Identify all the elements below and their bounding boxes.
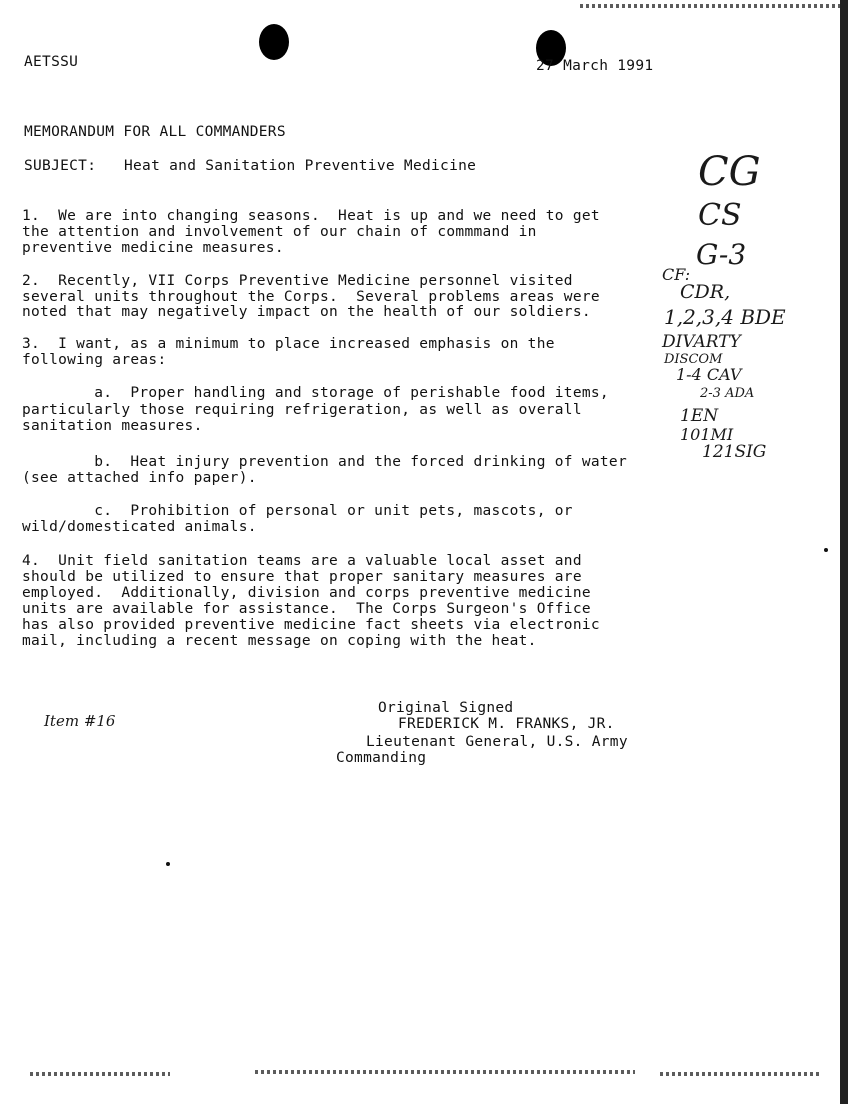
paragraph-4-line: employed. Additionally, division and corps preventive medicine xyxy=(22,585,591,601)
office-symbol: AETSSU xyxy=(24,54,79,70)
paragraph-b-line: (see attached info paper). xyxy=(22,470,257,486)
memo-subject: Heat and Sanitation Preventive Medicine xyxy=(124,158,477,174)
paragraph-1-line: 1. We are into changing seasons. Heat is up and we need to get xyxy=(22,208,600,224)
paragraph-b-line: b. Heat injury prevention and the forced drinking of water xyxy=(22,454,627,470)
memo-subject-label: SUBJECT: xyxy=(24,158,97,174)
handwritten-cg: CG xyxy=(698,149,761,195)
scan-edge xyxy=(840,0,848,1104)
punch-hole xyxy=(259,24,289,60)
paragraph-1-line: the attention and involvement of our chain of commmand in xyxy=(22,224,537,240)
signature-original: Original Signed xyxy=(378,700,514,716)
scan-noise xyxy=(580,4,840,8)
scan-noise xyxy=(30,1072,170,1076)
scan-speck xyxy=(824,548,828,552)
paragraph-4-line: should be utilized to ensure that proper sanitary measures are xyxy=(22,569,582,585)
paragraph-a-line: particularly those requiring refrigeration, as well as overall xyxy=(22,402,582,418)
paragraph-a-line: sanitation measures. xyxy=(22,418,203,434)
handwritten-mi: 101MI xyxy=(680,425,734,444)
handwritten-discom: DISCOM xyxy=(664,352,723,367)
paragraph-2-line: noted that may negatively impact on the health of our soldiers. xyxy=(22,304,591,320)
handwritten-bde: 1,2,3,4 BDE xyxy=(664,305,786,329)
handwritten-cf: CF: xyxy=(662,265,691,284)
paragraph-2-line: several units throughout the Corps. Several problems areas were xyxy=(22,289,600,305)
handwritten-ada: 2-3 ADA xyxy=(700,386,755,401)
handwritten-en: 1EN xyxy=(680,406,719,426)
paragraph-4-line: units are available for assistance. The Corps Surgeon's Office xyxy=(22,601,591,617)
handwritten-cs: CS xyxy=(698,198,742,233)
paragraph-4-line: 4. Unit field sanitation teams are a valuable local asset and xyxy=(22,553,582,569)
scan-noise xyxy=(255,1070,635,1074)
scan-noise xyxy=(660,1072,820,1076)
signature-title: Commanding xyxy=(336,750,427,766)
paragraph-4-line: mail, including a recent message on coping with the heat. xyxy=(22,633,537,649)
paragraph-3-line: 3. I want, as a minimum to place increased emphasis on the xyxy=(22,336,555,352)
paragraph-1-line: preventive medicine measures. xyxy=(22,240,284,256)
paragraph-c-line: wild/domesticated animals. xyxy=(22,519,257,535)
handwritten-sig: 121SIG xyxy=(702,442,767,462)
handwritten-divarty: DIVARTY xyxy=(662,332,741,352)
signature-rank: Lieutenant General, U.S. Army xyxy=(366,734,628,750)
paragraph-a-line: a. Proper handling and storage of perishable food items, xyxy=(22,385,609,401)
paragraph-3-line: following areas: xyxy=(22,352,167,368)
handwritten-item-number: Item #16 xyxy=(44,712,116,730)
handwritten-g3: G-3 xyxy=(696,238,747,271)
signature-name: FREDERICK M. FRANKS, JR. xyxy=(398,716,615,732)
scan-speck xyxy=(166,862,170,866)
handwritten-cav: 1-4 CAV xyxy=(676,365,742,384)
paragraph-4-line: has also provided preventive medicine fact sheets via electronic xyxy=(22,617,600,633)
memo-addressee: MEMORANDUM FOR ALL COMMANDERS xyxy=(24,124,286,140)
paragraph-c-line: c. Prohibition of personal or unit pets, mascots, or xyxy=(22,503,573,519)
paragraph-2-line: 2. Recently, VII Corps Preventive Medicine personnel visited xyxy=(22,273,573,289)
memo-date: 27 March 1991 xyxy=(536,58,654,74)
handwritten-cdr: CDR, xyxy=(680,281,731,303)
